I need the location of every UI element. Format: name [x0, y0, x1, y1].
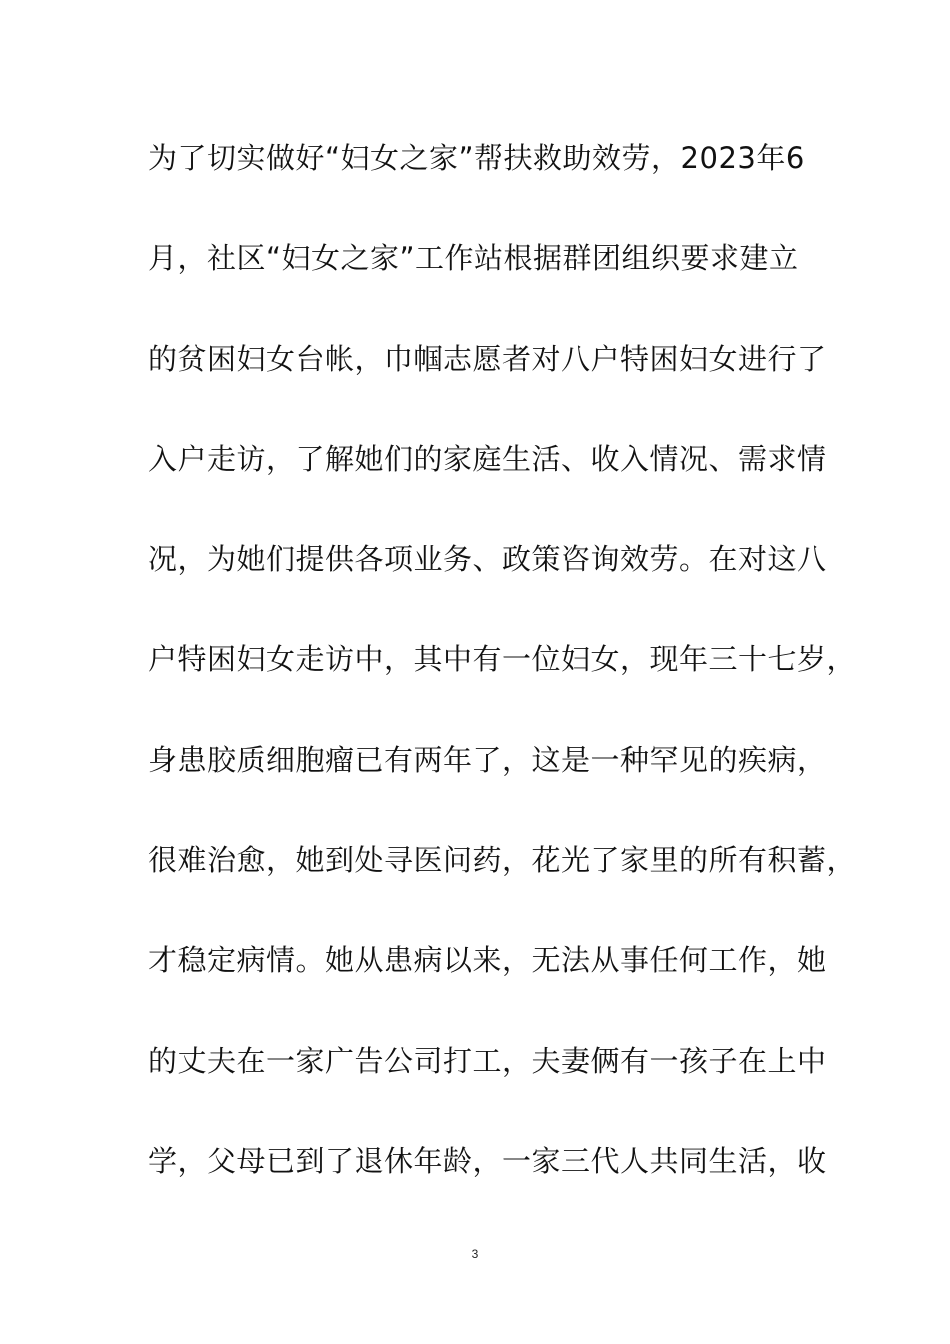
text-line-2: 月，社区“妇女之家”工作站根据群团组织要求建立: [148, 241, 799, 276]
text-line-3: 的贫困妇女台帐，巾帼志愿者对八户特困妇女进行了: [148, 341, 827, 376]
text-line-1: 为了切实做好“妇女之家”帮扶救助效劳，2023年6: [148, 141, 805, 175]
text-line-6: 户特困妇女走访中，其中有一位妇女，现年三十七岁，: [148, 642, 857, 677]
text-line-10: 的丈夫在一家广告公司打工，夫妻俩有一孩子在上中: [148, 1043, 827, 1078]
page-number: 3: [471, 1247, 479, 1261]
text-line-9: 才稳定病情。她从患病以来，无法从事任何工作，她: [148, 943, 827, 978]
text-line-8: 很难治愈，她到处寻医问药，花光了家里的所有积蓄，: [148, 843, 857, 878]
text-line-4: 入户走访，了解她们的家庭生活、收入情况、需求情: [148, 441, 827, 476]
text-line-7: 身患胶质细胞瘤已有两年了，这是一种罕见的疾病，: [148, 742, 827, 777]
body-text: [148, 133, 857, 1236]
text-line-5: 况，为她们提供各项业务、政策咨询效劳。在对这八: [148, 542, 827, 577]
text-line-11: 学，父母已到了退休年龄，一家三代人共同生活，收: [148, 1143, 827, 1178]
